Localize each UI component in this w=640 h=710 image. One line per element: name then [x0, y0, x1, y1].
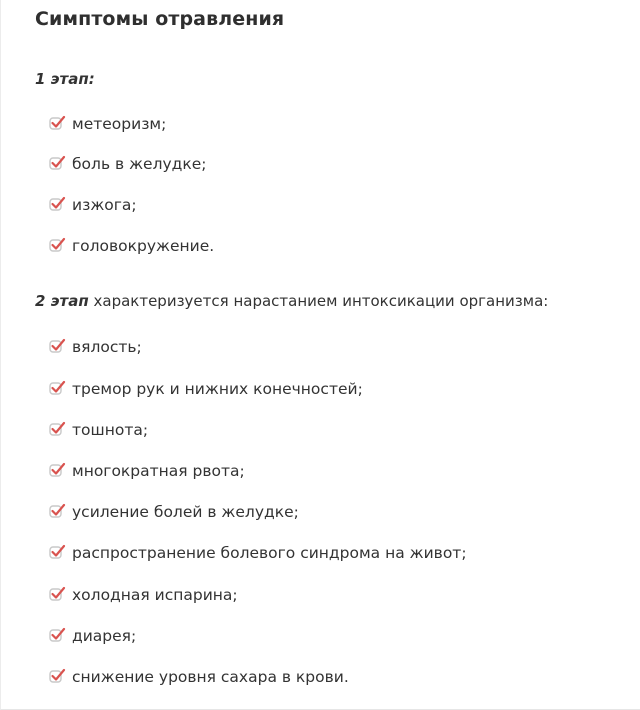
list-item-text: тремор рук и нижних конечностей; [72, 380, 363, 398]
checkbox-checked-icon [49, 195, 66, 212]
list-item [49, 237, 214, 255]
stage-1-label: 1 этап: [35, 70, 95, 88]
list-item [49, 421, 148, 439]
list-item [49, 544, 467, 562]
stage-2-text: характеризуется нарастанием интоксикации организма: [88, 292, 549, 310]
list-item-text: холодная испарина; [72, 586, 238, 604]
checkbox-checked-icon [49, 667, 66, 684]
list-item [49, 503, 299, 521]
list-item [49, 155, 207, 173]
list-item-text: вялость; [72, 338, 142, 356]
list-item-text: головокружение. [72, 237, 215, 255]
checkbox-checked-icon [49, 420, 66, 437]
list-item-text: изжога; [72, 196, 137, 214]
checkbox-checked-icon [49, 114, 66, 131]
list-item [49, 196, 137, 214]
list-item [49, 668, 349, 686]
stage-1-heading [35, 70, 95, 88]
checkbox-checked-icon [49, 337, 66, 354]
stage-2-heading [35, 292, 548, 310]
list-item-text: диарея; [72, 627, 137, 645]
checkbox-checked-icon [49, 626, 66, 643]
checkbox-checked-icon [49, 502, 66, 519]
checkbox-checked-icon [49, 236, 66, 253]
list-item [49, 338, 142, 356]
list-item [49, 462, 245, 480]
checkbox-checked-icon [49, 461, 66, 478]
list-item [49, 627, 136, 645]
checkbox-checked-icon [49, 585, 66, 602]
section-title: Симптомы отравления [35, 8, 285, 30]
list-item-text: снижение уровня сахара в крови. [72, 668, 349, 686]
checkbox-checked-icon [49, 379, 66, 396]
list-item [49, 380, 363, 398]
list-item [49, 586, 238, 604]
list-item-text: многократная рвота; [72, 462, 245, 480]
list-item-text: метеоризм; [72, 115, 167, 133]
checkbox-checked-icon [49, 154, 66, 171]
stage-2-label: 2 этап [35, 292, 89, 310]
list-item-text: распространение болевого синдрома на живот; [72, 544, 467, 562]
list-item-text: усиление болей в желудке; [72, 503, 299, 521]
list-item-text: тошнота; [72, 421, 149, 439]
checkbox-checked-icon [49, 543, 66, 560]
list-item [49, 115, 166, 133]
list-item-text: боль в желудке; [72, 155, 207, 173]
